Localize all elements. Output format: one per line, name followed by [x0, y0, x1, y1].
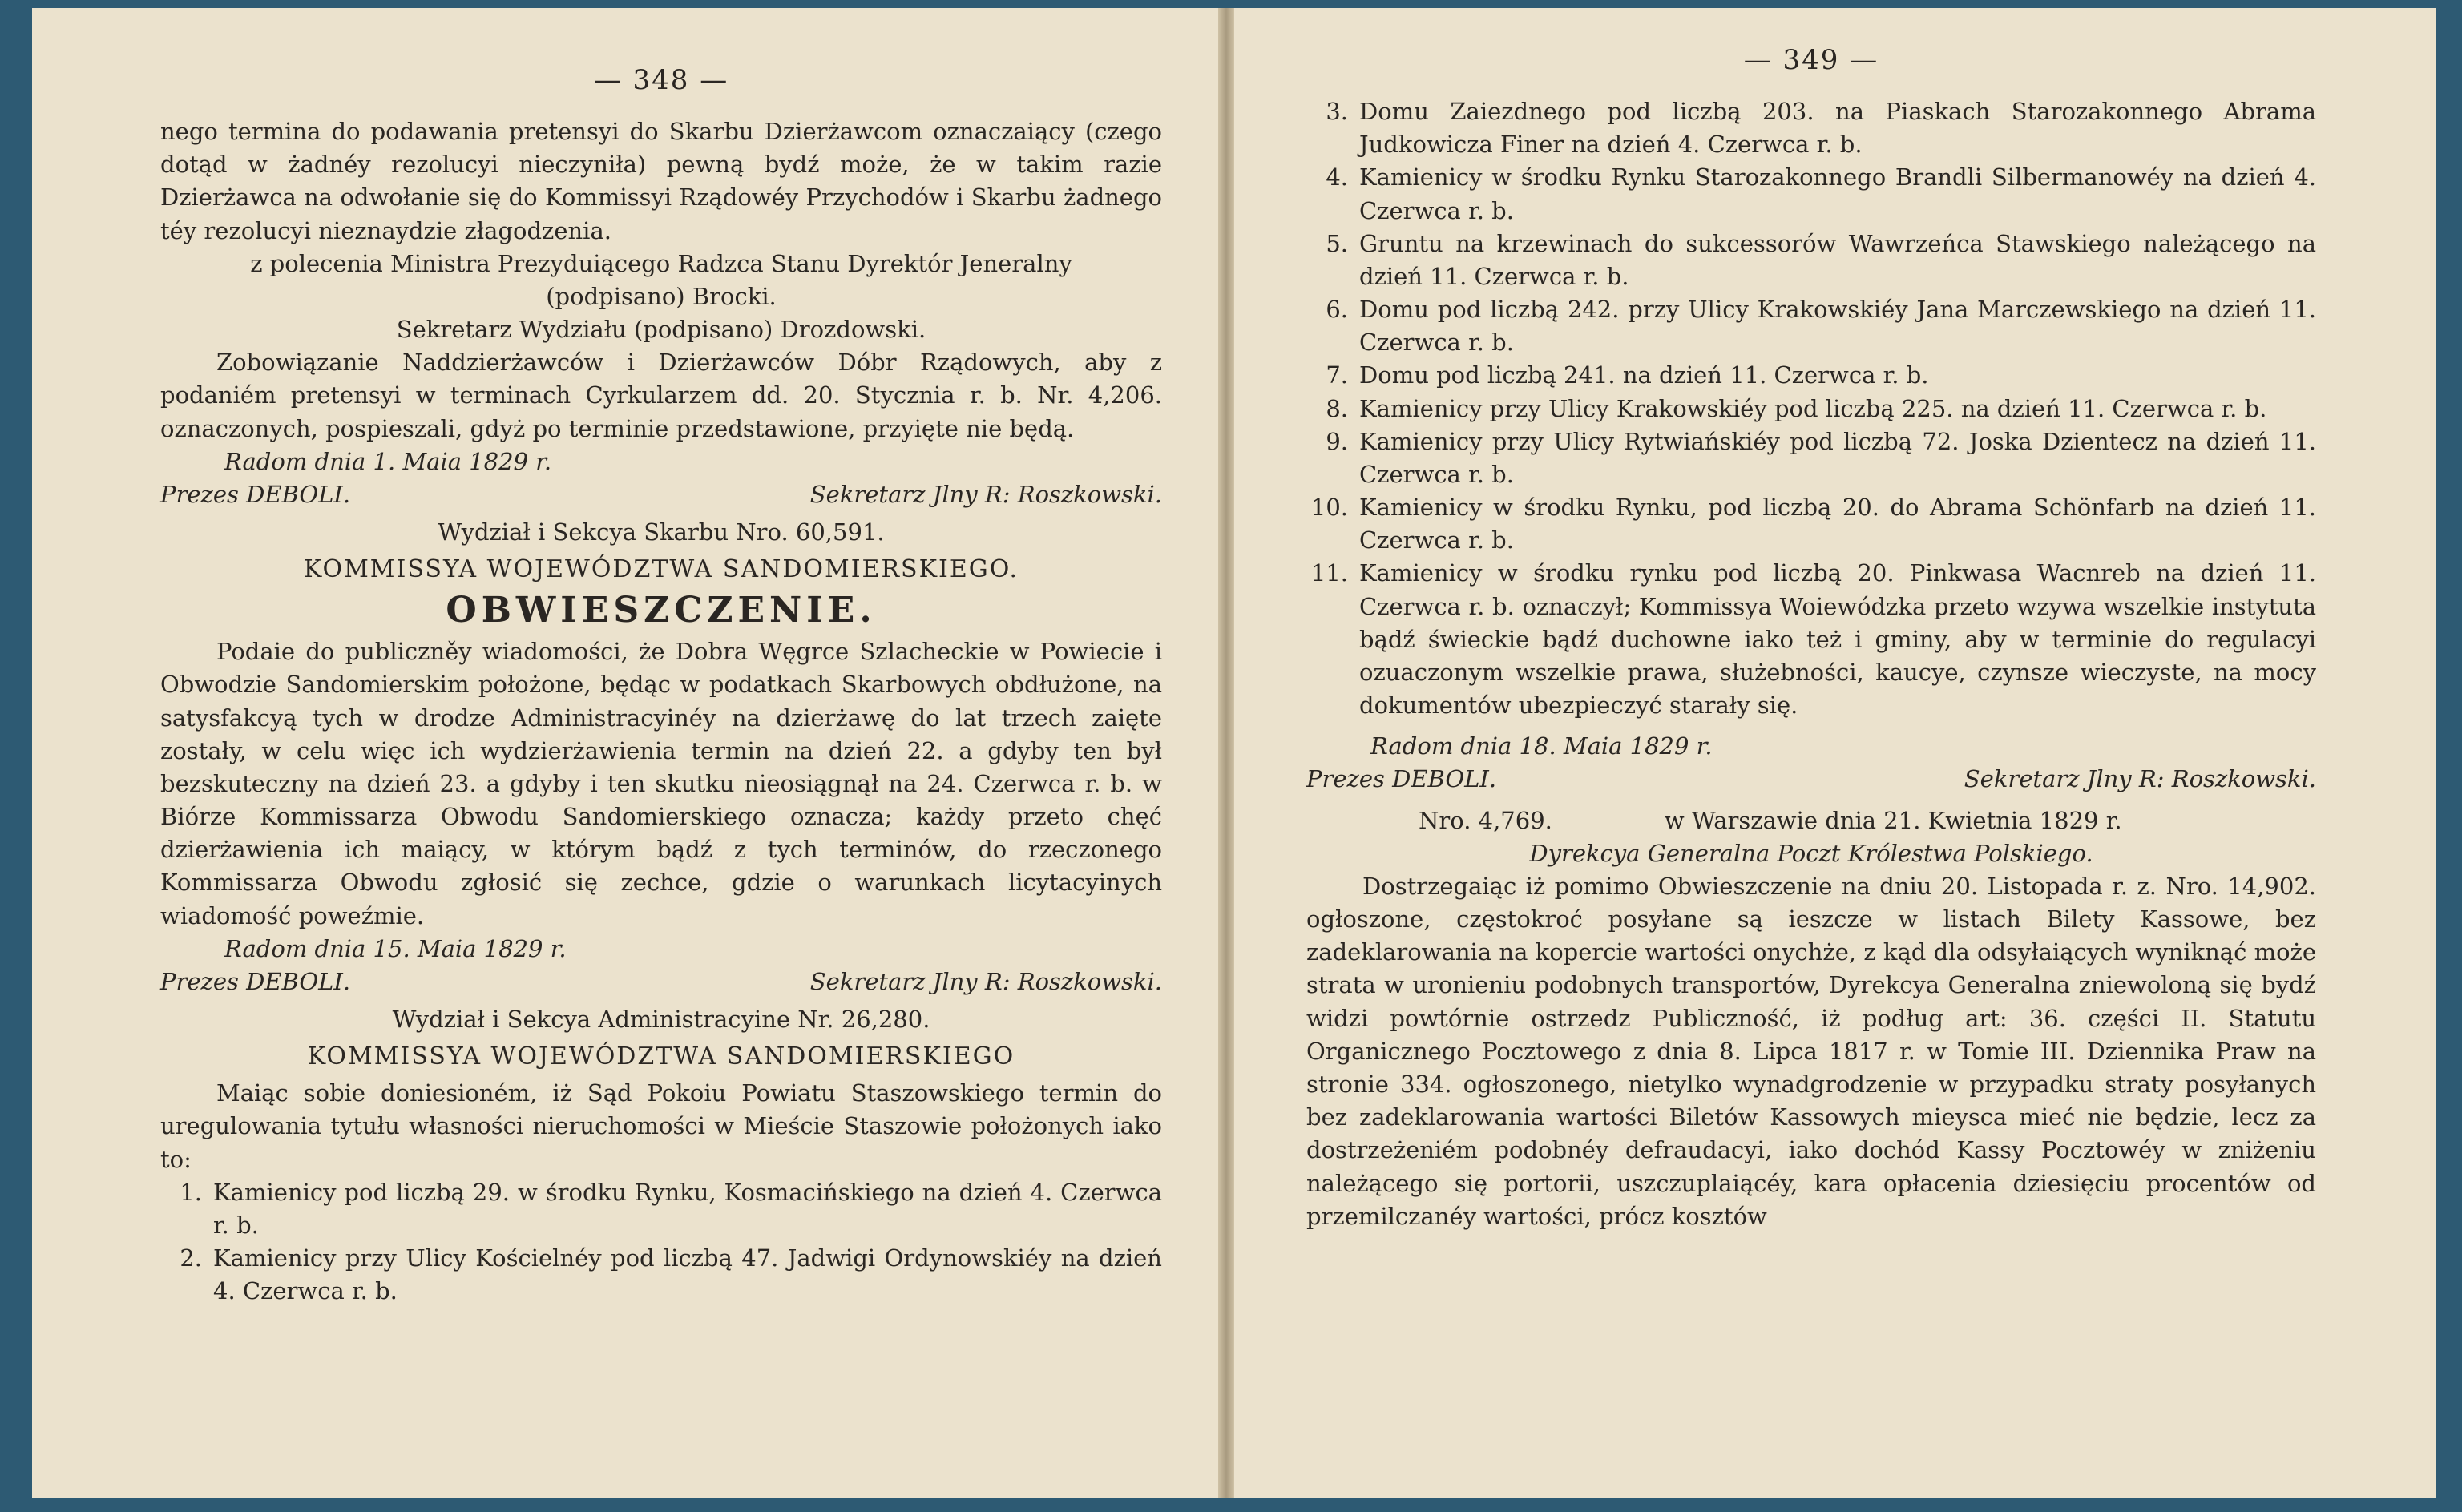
item-text: Kamienicy pod liczbą 29. w środku Rynku, Kosmacińskiego na dzień 4. Czerwca r. b.: [213, 1178, 1162, 1239]
item-text: Domu pod liczbą 242. przy Ulicy Krakowskiéy Jana Marczewskiego na dzień 11. Czerwca r. b.: [1359, 296, 2316, 357]
list-item: [1306, 228, 2316, 293]
kommissya-heading: KOMMISSYA WOJEWÓDZTWA SANDOMIERSKIEGO: [307, 1042, 1015, 1071]
section-line: Wydział i Sekcya Skarbu Nro. 60,591.: [438, 518, 885, 546]
left-page: [32, 8, 1218, 1498]
page-number: — 349 —: [1743, 44, 1879, 76]
item-number: 9.: [1326, 427, 1348, 455]
reference-number: Nro. 4,769.: [1419, 806, 1552, 834]
paragraph-intro: nego termina do podawania pretensyi do Skarbu Dzierżawcom oznaczaiący (czego dotąd w żadnéy rezolucyi nieczyniła) pewną bydź może, że w takim razie Dzierżawca na odwołanie się do Kommissyi Rządowéy Przychodów i Skarbu żadnego téy rezolucyi nieznaydzie złagodzenia.: [160, 118, 1162, 244]
list-item: [1306, 95, 2316, 161]
right-page: [1234, 8, 2436, 1498]
kommissya-heading: KOMMISSYA WOJEWÓDZTWA SANDOMIERSKIEGO.: [303, 555, 1019, 584]
book-gutter: [1218, 8, 1234, 1498]
sekretarz-signature: Sekretarz Jlny R: Roszkowski.: [1964, 765, 2316, 793]
paragraph-post-notice: Dostrzegaiąc iż pomimo Obwieszczenie na dniu 20. Listopada r. z. Nro. 14,902. ogłoszone, częstokroć posyłane są ieszcze w listach Bilety Kassowe, bez zadeklarowania na kopercie wartości onychże, z kąd dla odsyłaiących wyniknąć może strata w uronieniu podobnych transportów, Dyrekcya Generalna zniewoloną się bydź widzi powtórnie ostrzedz Publiczność, iż podług art: 36. części II. Statutu Organicznego Pocztowego z dnia 8. Lipca 1817 r. w Tomie III. Dziennika Praw na stronie 334. ogłoszonego, nietylko wynadgrodzenie w przypadku straty posyłanych bez zadeklarowania wartości Biletów Kassowych mieysca mieć nie będzie, lecz za dostrzeżeniém podobnéy defraudacyi, iako dochód Kassy Pocztowéy w zniżeniu należącego się portorii, uszczuplaiącéy, kara opłacenia dziesięciu procentów od przemilczanéy wartości, prócz kosztów: [1306, 872, 2316, 1230]
date-line: Radom dnia 15. Maia 1829 r.: [224, 934, 567, 962]
item-number: 5.: [1326, 229, 1348, 257]
section-line: Wydział i Sekcya Administracyine Nr. 26,280.: [392, 1006, 930, 1034]
prezes-signature: Prezes DEBOLI.: [1306, 765, 1497, 793]
paragraph-court: Maiąc sobie doniesioném, iż Sąd Pokoiu Powiatu Staszowskiego termin do uregulowania tytułu własności nieruchomości w Mieście Staszowie położonych iako to:: [160, 1079, 1162, 1173]
item-number: 2.: [180, 1244, 202, 1272]
item-number: 8.: [1326, 394, 1348, 422]
reference-row: [1419, 804, 2316, 837]
item-number: 3.: [1326, 98, 1348, 125]
item-number: 1.: [180, 1178, 202, 1206]
list-item: [160, 1176, 1162, 1242]
place-date-warsaw: w Warszawie dnia 21. Kwietnia 1829 r.: [1664, 806, 2122, 834]
list-item: [1306, 557, 2316, 722]
item-number: 4.: [1326, 163, 1348, 192]
paragraph-notice: Podaie do publiczněy wiadomości, że Dobra Węgrce Szlacheckie w Powiecie i Obwodzie Sandomierskim położone, będąc w podatkach Skarbowych obdłużone, na satysfakcyą tych w drodze Administracyinéy na dzierżawę do lat trzech zaięte zostały, w celu więc ich wydzierżawienia termin na dzień 22. a gdyby ten był bezskuteczny na dzień 23. a gdyby i ten skutku nieosiągnął na 24. Czerwca r. b. w Biórze Kommissarza Obwodu Sandomierskiego oznacza; każdy przeto chęć dzierżawienia ich maiący, w którym bądź z tych terminów, do rzeczonego Kommissarza Obwodu zgłosić się zechce, gdzie o warunkach licytacyinych wiadomość poweźmie.: [160, 638, 1162, 929]
obwieszczenie-heading: OBWIESZCZENIE.: [446, 590, 877, 631]
list-item: [1306, 491, 2316, 557]
item-text: Domu pod liczbą 241. na dzień 11. Czerwca r. b.: [1359, 361, 1929, 389]
item-number: 11.: [1310, 559, 1348, 587]
list-item: [1306, 359, 2316, 392]
dyrekcya-heading: Dyrekcya Generalna Poczt Królestwa Polskiego.: [1529, 839, 2093, 867]
item-text: Gruntu na krzewinach do sukcessorów Wawrzeńca Stawskiego należącego na dzień 11. Czerwca r. b.: [1359, 229, 2316, 290]
signature-row: [160, 966, 1162, 998]
prezes-signature: Prezes DEBOLI.: [160, 480, 351, 508]
signature-row: [1306, 763, 2316, 796]
item-number: 7.: [1326, 361, 1348, 389]
secretary-line: Sekretarz Wydziału (podpisano) Drozdowski.: [396, 316, 926, 344]
signature-brocki: (podpisano) Brocki.: [546, 282, 777, 310]
list-item: [1306, 393, 2316, 425]
item-text: Kamienicy przy Ulicy Kościelnéy pod liczbą 47. Jadwigi Ordynowskiéy na dzień 4. Czerwca r. b.: [213, 1244, 1162, 1305]
page-number: — 348 —: [593, 64, 729, 96]
paragraph-obligation: Zobowiązanie Naddzierżawców i Dzierżawców Dóbr Rządowych, aby z podaniém pretensyi w terminach Cyrkularzem dd. 20. Stycznia r. b. Nr. 4,206. oznaczonych, pospieszali, gdyż po terminie przedstawione, przyięte nie będą.: [160, 349, 1162, 442]
list-item: [1306, 425, 2316, 491]
item-number: 6.: [1326, 296, 1348, 324]
item-text: Domu Zaiezdnego pod liczbą 203. na Piaskach Starozakonnego Abrama Judkowicza Finer na dzień 4. Czerwca r. b.: [1359, 98, 2316, 159]
item-text: Kamienicy w środku rynku pod liczbą 20. Pinkwasa Wacnreb na dzień 11. Czerwca r. b. oznaczył; Kommissya Woiewódzka przeto wzywa wszelkie instytuta bądź świeckie bądź duchowne iako też i gminy, aby w terminie do regulacyi ozuaczonym wszelkie prawa, służebności, kaucye, czynsze wieczyste, na mocy dokumentów ubezpieczyć starały się.: [1359, 559, 2316, 720]
item-text: Kamienicy w środku Rynku Starozakonnego Brandli Silbermanowéy na dzień 4. Czerwca r. b.: [1359, 163, 2316, 224]
minister-line: z polecenia Ministra Prezyduiącego Radzca Stanu Dyrektór Jeneralny: [250, 249, 1072, 277]
signature-row: [160, 478, 1162, 511]
sekretarz-signature: Sekretarz Jlny R: Roszkowski.: [809, 967, 1162, 995]
open-book: [32, 8, 2436, 1498]
item-number: 10.: [1310, 494, 1348, 522]
list-item: [1306, 293, 2316, 359]
item-text: Kamienicy przy Ulicy Rytwiańskiéy pod liczbą 72. Joska Dzientecz na dzień 11. Czerwca r. b.: [1359, 427, 2316, 488]
sekretarz-signature: Sekretarz Jlny R: Roszkowski.: [809, 480, 1162, 508]
prezes-signature: Prezes DEBOLI.: [160, 967, 351, 995]
item-text: Kamienicy w środku Rynku, pod liczbą 20. do Abrama Schönfarb na dzień 11. Czerwca r. b.: [1359, 494, 2316, 554]
list-item: [1306, 161, 2316, 227]
date-line: Radom dnia 18. Maia 1829 r.: [1370, 732, 1713, 760]
date-line: Radom dnia 1. Maia 1829 r.: [224, 447, 552, 475]
list-item: [160, 1242, 1162, 1308]
item-text: Kamienicy przy Ulicy Krakowskiéy pod liczbą 225. na dzień 11. Czerwca r. b.: [1359, 394, 2267, 422]
